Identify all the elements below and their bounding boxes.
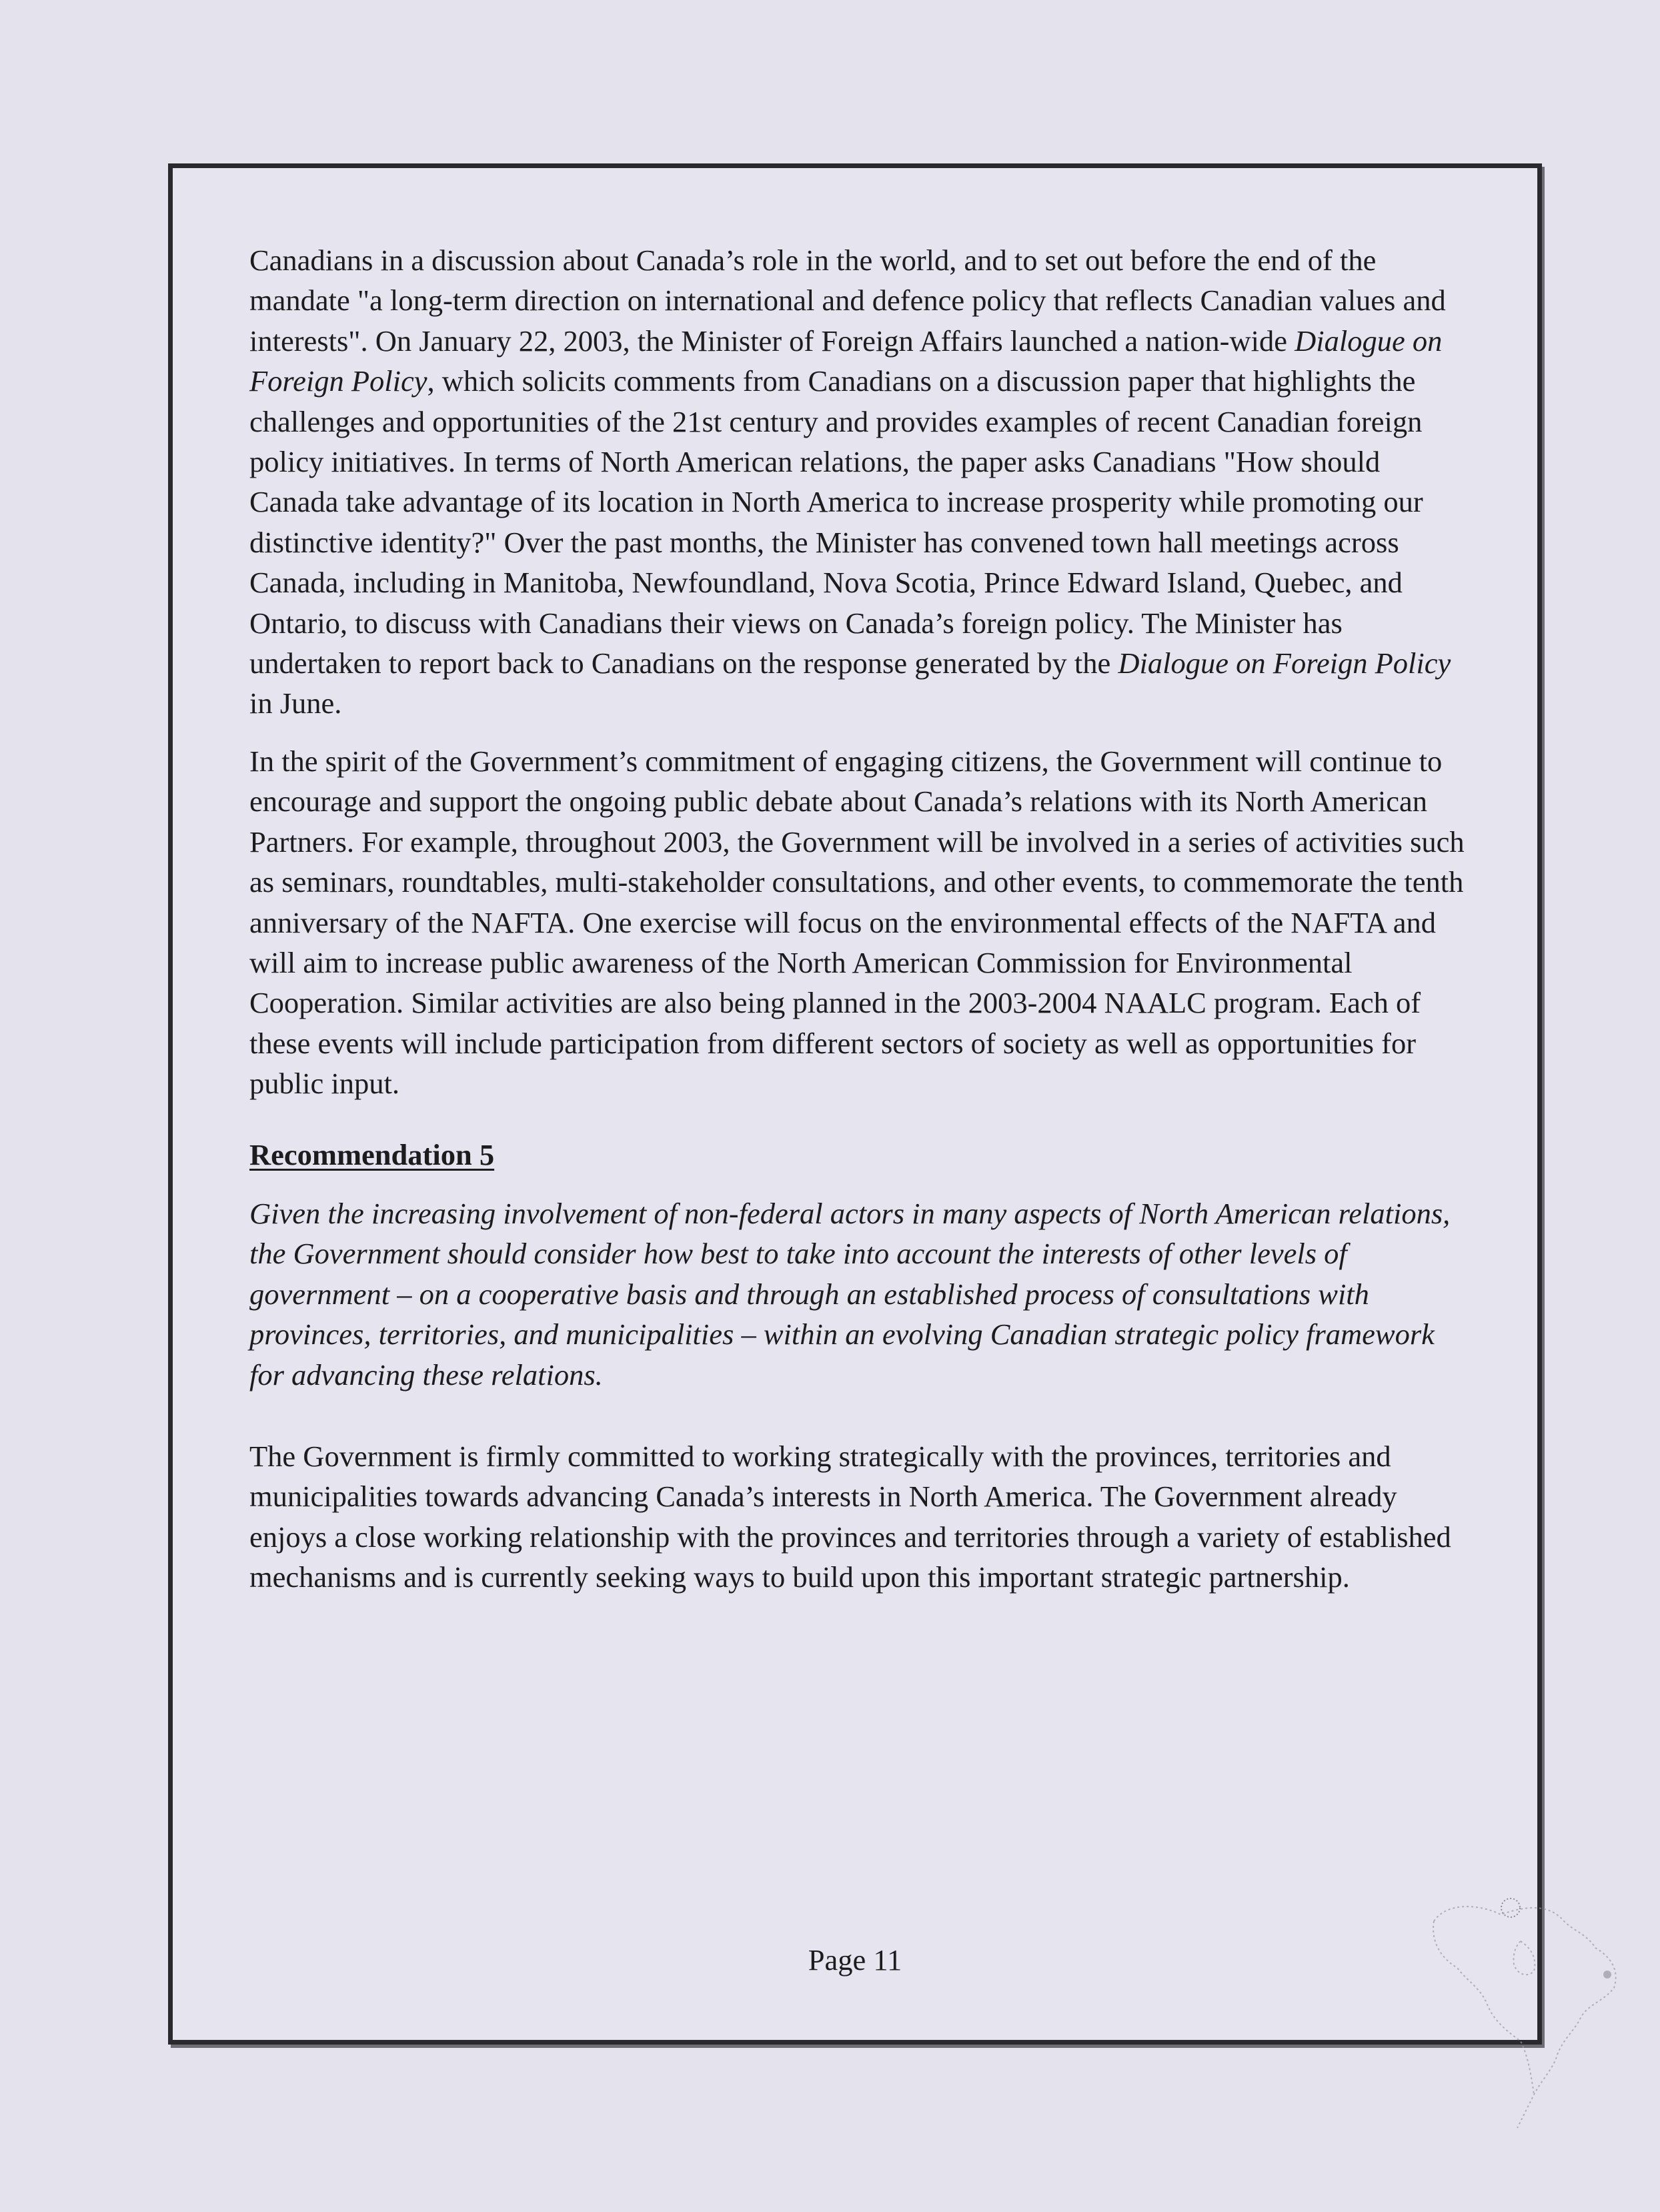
paragraph-government-response: The Government is firmly committed to working strategically with the provinces, territories and municipalities towards advancing Canada’s interests in North America. The Government already enjoys a close working relationship with the provinces and territories through a variety of established mechanisms and is currently seeking ways to build upon this important strategic partnership. [249,1439,1451,1594]
paragraph-engaging-citizens: In the spirit of the Government’s commitment of engaging citizens, the Government will continue to encourage and support the ongoing public debate about Canada’s relations with its North American Partners. For example, throughout 2003, the Government will be involved in a series of activities such as seminars, roundtables, multi-stakeholder consultations, and other events, to commemorate the tenth anniversary of the NAFTA. One exercise will focus on the environmental effects of the NAFTA and will aim to increase public awareness of the North American Commission for Environmental Cooperation. Similar activities are also being planned in the 2003-2004 NAALC program. Each of these events will include participation from different sectors of society as well as opportunities for public input. [249,744,1465,1101]
page-number: Page 11 [808,1943,902,1977]
paragraph-1-text-b: , which solicits comments from Canadians on a discussion paper that highlights the challenges and opportunities of the 21st century and provides examples of recent Canadian foreign policy initiatives. In terms of North American relations, the paper asks Canadians "How should Canada take advantage of its location in North America to increase prosperity while promoting our distinctive identity?" Over the past months, the Minister has convened town hall meetings across Canada, including in Manitoba, Newfoundland, Nova Scotia, Prince Edward Island, Quebec, and Ontario, to discuss with Canadians their views on Canada’s foreign policy. The Minister has undertaken to report back to Canadians on the response generated by the [249,364,1423,680]
document-body [249,240,1470,1615]
paragraph-1-text-c: in June. [249,686,342,720]
dialogue-title-italic: Dialogue on Foreign Policy [249,324,1443,398]
paragraph-dialogue-foreign-policy [249,240,1470,724]
paragraph-1-text-a: Canadians in a discussion about Canada’s role in the world, and to set out before the end of the mandate "a long-term direction on international and defence policy that reflects Canadian values and interests". On January 22, 2003, the Minister of Foreign Affairs launched a nation-wide [249,243,1446,358]
dialogue-title-italic-2: Dialogue on Foreign Policy [1118,646,1451,680]
recommendation-text: Given the increasing involvement of non-federal actors in many aspects of North American relations, the Government should consider how best to take into account the interests of other levels of government – on a cooperative basis and through an established process of consultations with provinces, territories, and municipalities – within an evolving Canadian strategic policy framework for advancing these relations. [249,1196,1451,1392]
recommendation-heading: Recommendation 5 [249,1137,495,1171]
north-america-map-icon [1421,1894,1634,2135]
page-border-frame [168,163,1542,2045]
